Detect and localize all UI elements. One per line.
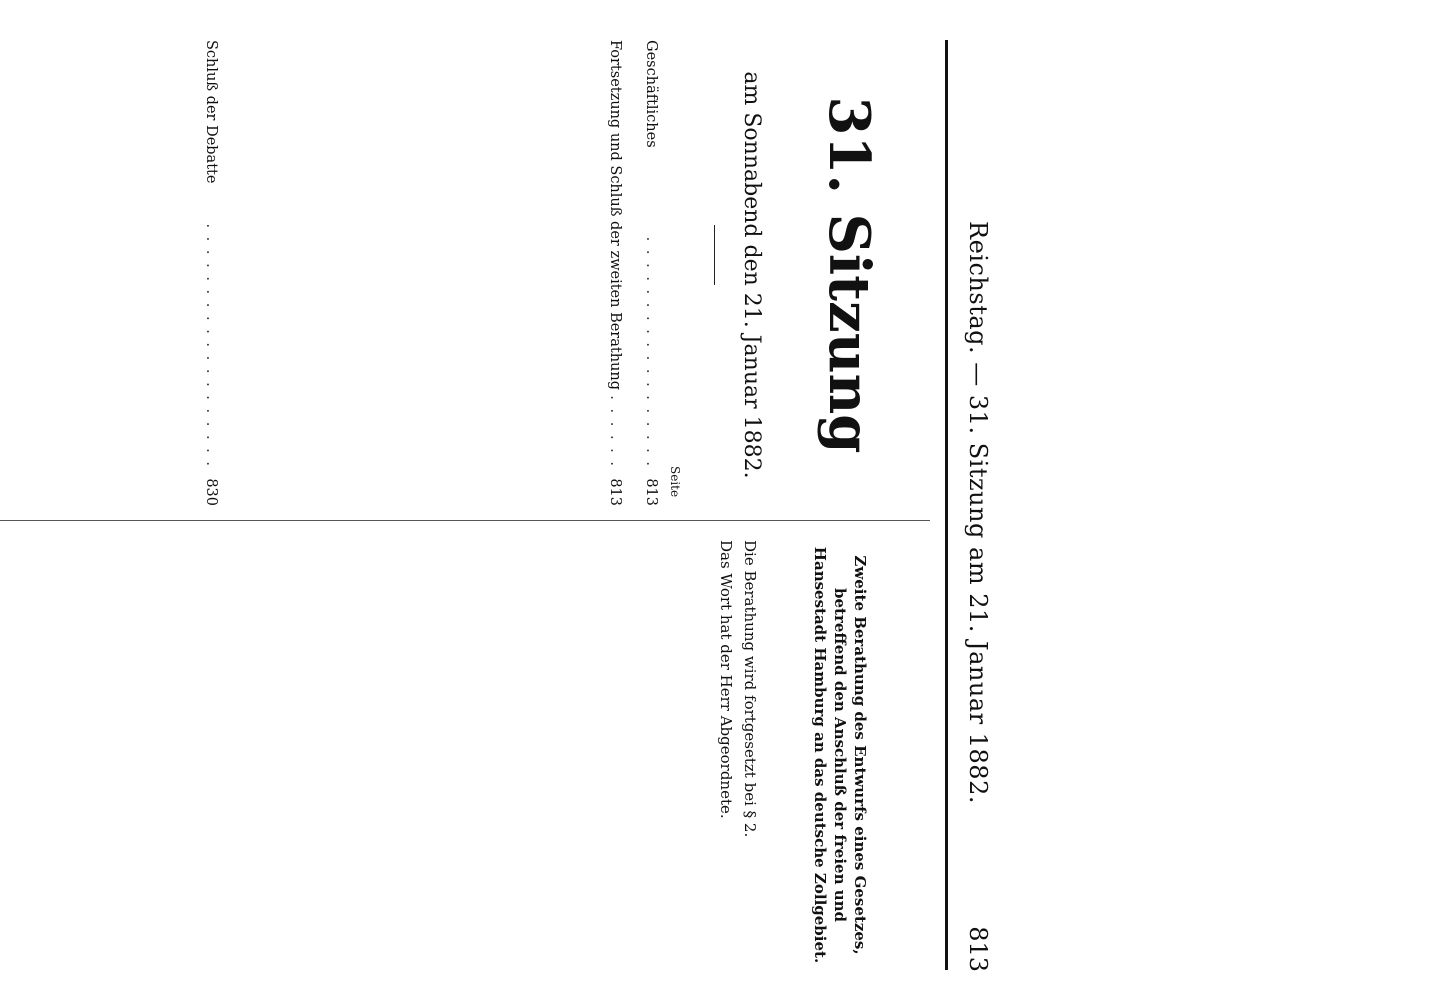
header-rule [945, 40, 948, 970]
right-paragraph: Das Wort hat der Herr Abgeordnete. [717, 540, 735, 819]
column-divider [0, 520, 930, 521]
toc-entry-text: Geschäftliches [643, 40, 659, 148]
session-date: am Sonnabend den 21. Januar 1882. [739, 71, 764, 479]
page-number: 813 [964, 926, 992, 972]
toc-entry-page: 813 [607, 478, 623, 506]
toc-entry-page: 813 [643, 478, 659, 506]
title-rule [714, 225, 715, 285]
agenda-heading: Zweite Berathung des Entwurfs eines Gesetzes, betreffend den Anschluß der freien und Hansestadt Hamburg an das deutsche Zollgebiet. [811, 546, 869, 964]
toc-entry [641, 40, 660, 510]
toc-entry-text: Fortsetzung und Schluß der zweiten Berathung [607, 40, 623, 391]
toc-leader: . . . . . . [607, 395, 623, 468]
right-paragraph: Die Berathung wird fortgesetzt bei § 2. [741, 540, 759, 838]
toc-entry-text: Schluß der Debatte [203, 40, 219, 184]
toc-entry-page: 830 [203, 478, 219, 506]
toc-entry [201, 40, 220, 510]
session-title: 31. Sitzung [816, 96, 882, 454]
running-head: Reichstag. — 31. Sitzung am 21. Januar 1882. [964, 221, 992, 804]
toc-entry [605, 40, 624, 510]
toc-leader: . . . . . . . . . . . . . . . . . . . [203, 223, 219, 468]
toc-seite-label: Seite [668, 466, 682, 498]
toc-leader: . . . . . . . . . . . . . . . . . . [643, 236, 659, 468]
